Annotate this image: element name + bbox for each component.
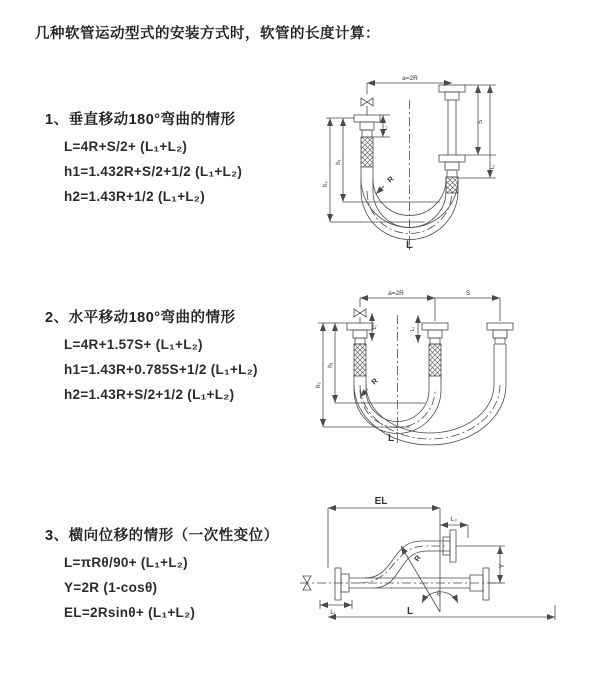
formula-line: h2=1.43R+S/2+1/2 (L₁+L₂) [64,387,235,402]
radius-label: R [385,174,396,185]
d3-dimension-lines [320,508,555,620]
braided-hose-section [429,344,441,376]
dim-label-stroke: S [465,290,471,297]
formula-line: Y=2R (1-cosθ) [64,580,158,595]
radius-line [401,546,440,612]
d2-dimension-lines [318,298,500,427]
braided-hose-section [354,344,366,376]
diagram-vertical-180-bend [310,70,600,265]
dim-label-span: a=2R [388,290,404,297]
dim-label-y: Y [499,563,506,569]
section-1-formulas [64,134,242,209]
d3-labels [330,496,506,617]
dim-label-l1: L₁ [330,610,336,616]
formula-line: L=4R+1.57S+ (L₁+L₂) [64,337,203,352]
d2-valve-icon [354,309,366,323]
section-1-heading: 1、垂直移动180°弯曲的情形 [45,112,236,128]
dim-label-h1: h₁ [336,159,342,165]
dim-label-span: a=2R [402,75,418,82]
dim-label-fitting: L₁ [490,164,496,170]
dim-label-l2: L₂ [450,516,458,523]
d1-dimension-lines [326,83,496,222]
length-label: L [407,606,414,617]
section-2-formulas [64,332,258,407]
dim-label-fitting-left: L₁ [372,324,378,330]
diagram-lateral-displacement [295,490,600,655]
dim-label-stroke: S [477,119,484,125]
formula-line: L=πRθ/90+ (L₁+L₂) [64,555,188,570]
dim-label-el: EL [374,496,388,507]
section-3-formulas [64,550,195,625]
dim-label-h2: h₂ [316,382,322,388]
braided-hose-section [446,177,458,193]
length-label: L [388,433,395,444]
section-2-heading: 2、水平移动180°弯曲的情形 [45,310,236,326]
formula-line: h2=1.43R+1/2 (L₁+L₂) [64,189,206,204]
d1-hose-u-bend [361,100,458,250]
dim-label-fitting-mid: L₁ [410,326,416,332]
length-label: L [406,239,413,251]
section-3-heading: 3、横向位移的情形（一次性变位） [45,528,279,544]
dim-label-h2: h₂ [323,181,329,187]
radius-leader-arrow [376,186,384,194]
d1-valve-icon [361,98,373,115]
radius-label: R [369,376,380,387]
formula-line: h1=1.43R+0.785S+1/2 (L₁+L₂) [64,362,258,377]
page-title: 几种软管运动型式的安装方式时，软管的长度计算： [35,26,380,42]
dim-label-h1: h₁ [328,362,334,368]
radius-label: R [412,553,423,564]
formula-line: L=4R+S/2+ (L₁+L₂) [64,139,188,154]
braided-hose-section [361,137,373,167]
angle-label: θ [437,591,441,598]
formula-line: h1=1.432R+S/2+1/2 (L₁+L₂) [64,164,243,179]
dim-label-fitting-left: L₁ [383,125,389,131]
formula-line: EL=2Rsinθ+ (L₁+L₂) [64,605,196,620]
diagram-horizontal-180-bend [310,285,600,455]
